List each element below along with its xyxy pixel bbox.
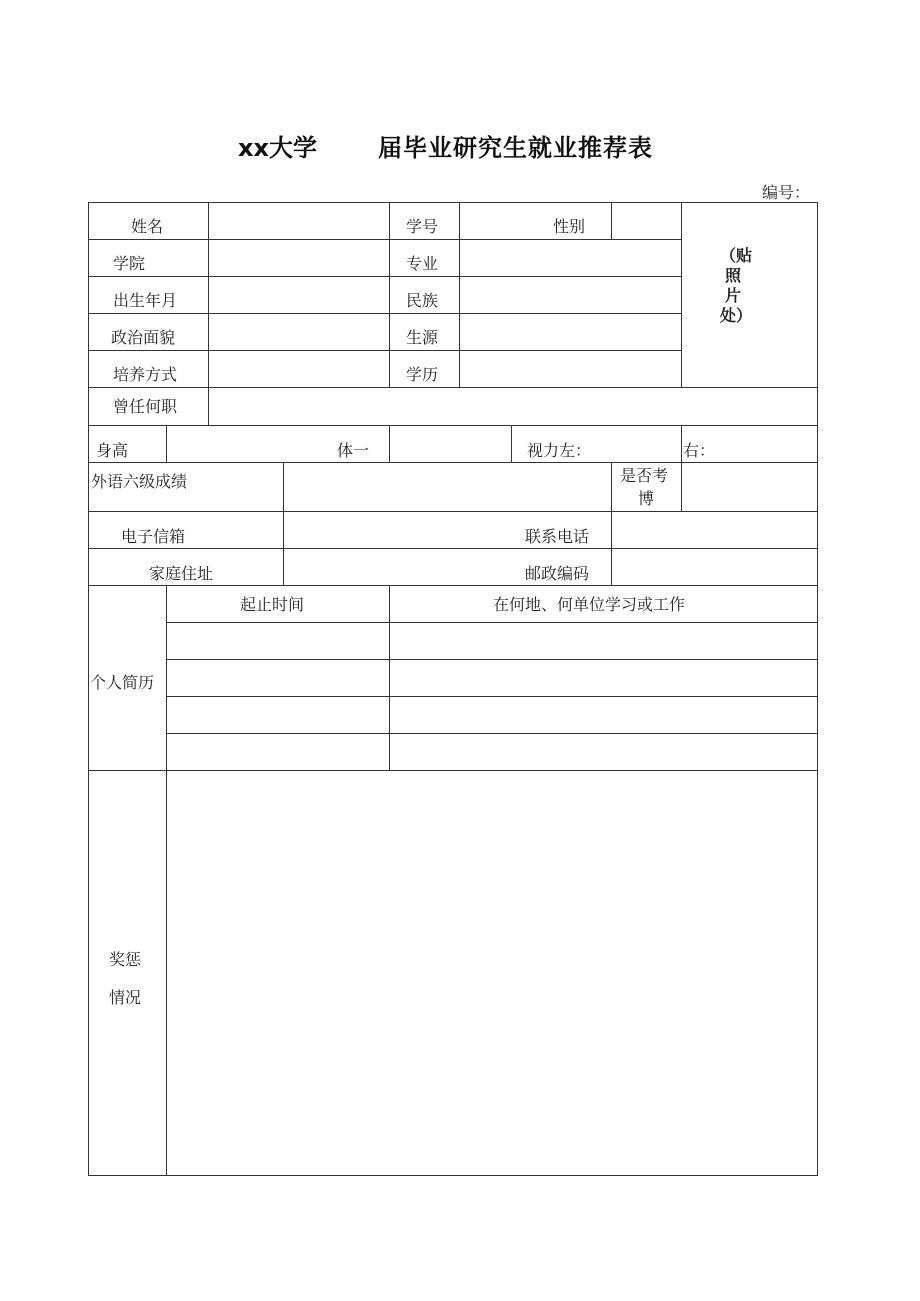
resume-period-field[interactable]: [167, 623, 389, 659]
awards-label-2: 情况: [109, 988, 142, 1007]
vision-right-field[interactable]: [715, 426, 817, 462]
table-border-right: [817, 202, 818, 1176]
ethnicity-label: 民族: [406, 291, 439, 310]
cet6-score-label: 外语六级成绩: [91, 472, 188, 491]
resume-place-field[interactable]: [390, 734, 817, 770]
training-mode-label: 培养方式: [113, 365, 178, 384]
vision-right-label: 右：: [683, 441, 716, 460]
former-post-field[interactable]: [209, 388, 817, 425]
phd-exam-label: 是否考: [620, 466, 669, 485]
phone-field[interactable]: [612, 512, 817, 548]
form-title: [0, 128, 920, 164]
training-mode-field[interactable]: [209, 351, 389, 387]
table-border-bottom: [88, 1175, 818, 1176]
email-field[interactable]: [284, 512, 511, 548]
degree-field[interactable]: [460, 351, 681, 387]
gender-field[interactable]: [612, 203, 681, 239]
email-label: 电子信箱: [121, 527, 186, 546]
resume-period-field[interactable]: [167, 734, 389, 770]
table-border-left: [88, 202, 89, 1176]
resume-period-field[interactable]: [167, 697, 389, 733]
awards-label: 奖惩: [109, 950, 142, 969]
col-line: [511, 425, 512, 462]
phd-exam-field[interactable]: [682, 463, 817, 511]
weight-label: 体一: [337, 441, 370, 460]
col-line: [681, 425, 682, 462]
cet6-score-field[interactable]: [284, 463, 611, 511]
birth-date-label: 出生年月: [113, 291, 178, 310]
photo-placeholder: （贴照片处）: [720, 246, 753, 325]
address-field[interactable]: [284, 549, 511, 585]
postcode-label: 邮政编码: [525, 564, 590, 583]
phd-exam-label-2: 博: [638, 489, 655, 508]
major-field[interactable]: [460, 240, 681, 276]
name-label: 姓名: [131, 217, 164, 236]
col-line: [389, 202, 390, 387]
political-status-field[interactable]: [209, 314, 389, 350]
resume-place-header: 在何地、何单位学习或工作: [493, 595, 686, 614]
college-label: 学院: [113, 254, 146, 273]
form-title-text: 届毕业研究生就业推荐表: [378, 134, 653, 162]
height-label: 身高: [96, 441, 129, 460]
resume-section-label: 个人简历: [90, 673, 155, 692]
political-status-label: 政治面貌: [111, 328, 176, 347]
origin-field[interactable]: [460, 314, 681, 350]
school-name: xx大学: [238, 134, 317, 162]
vision-left-label: 视力左：: [527, 441, 592, 460]
postcode-field[interactable]: [612, 549, 817, 585]
serial-number-label: 编号：: [762, 183, 811, 202]
degree-label: 学历: [406, 365, 439, 384]
student-id-field[interactable]: [460, 203, 611, 239]
resume-place-field[interactable]: [390, 660, 817, 696]
row-line: [88, 585, 818, 586]
address-label: 家庭住址: [149, 564, 214, 583]
resume-place-field[interactable]: [390, 697, 817, 733]
photo-area[interactable]: [682, 203, 817, 387]
vision-left-field[interactable]: [600, 426, 681, 462]
student-id-label: 学号: [406, 217, 439, 236]
gender-label: 性别: [553, 217, 586, 236]
birth-date-field[interactable]: [209, 277, 389, 313]
awards-field[interactable]: [167, 771, 817, 1175]
origin-label: 生源: [406, 328, 439, 347]
resume-period-header: 起止时间: [240, 595, 305, 614]
height-field[interactable]: [167, 426, 332, 462]
college-field[interactable]: [209, 240, 389, 276]
phone-label: 联系电话: [525, 527, 590, 546]
name-field[interactable]: [209, 203, 389, 239]
major-label: 专业: [406, 254, 439, 273]
ethnicity-field[interactable]: [460, 277, 681, 313]
resume-period-field[interactable]: [167, 660, 389, 696]
former-post-label: 曾任何职: [113, 397, 178, 416]
resume-place-field[interactable]: [390, 623, 817, 659]
weight-field[interactable]: [390, 426, 511, 462]
